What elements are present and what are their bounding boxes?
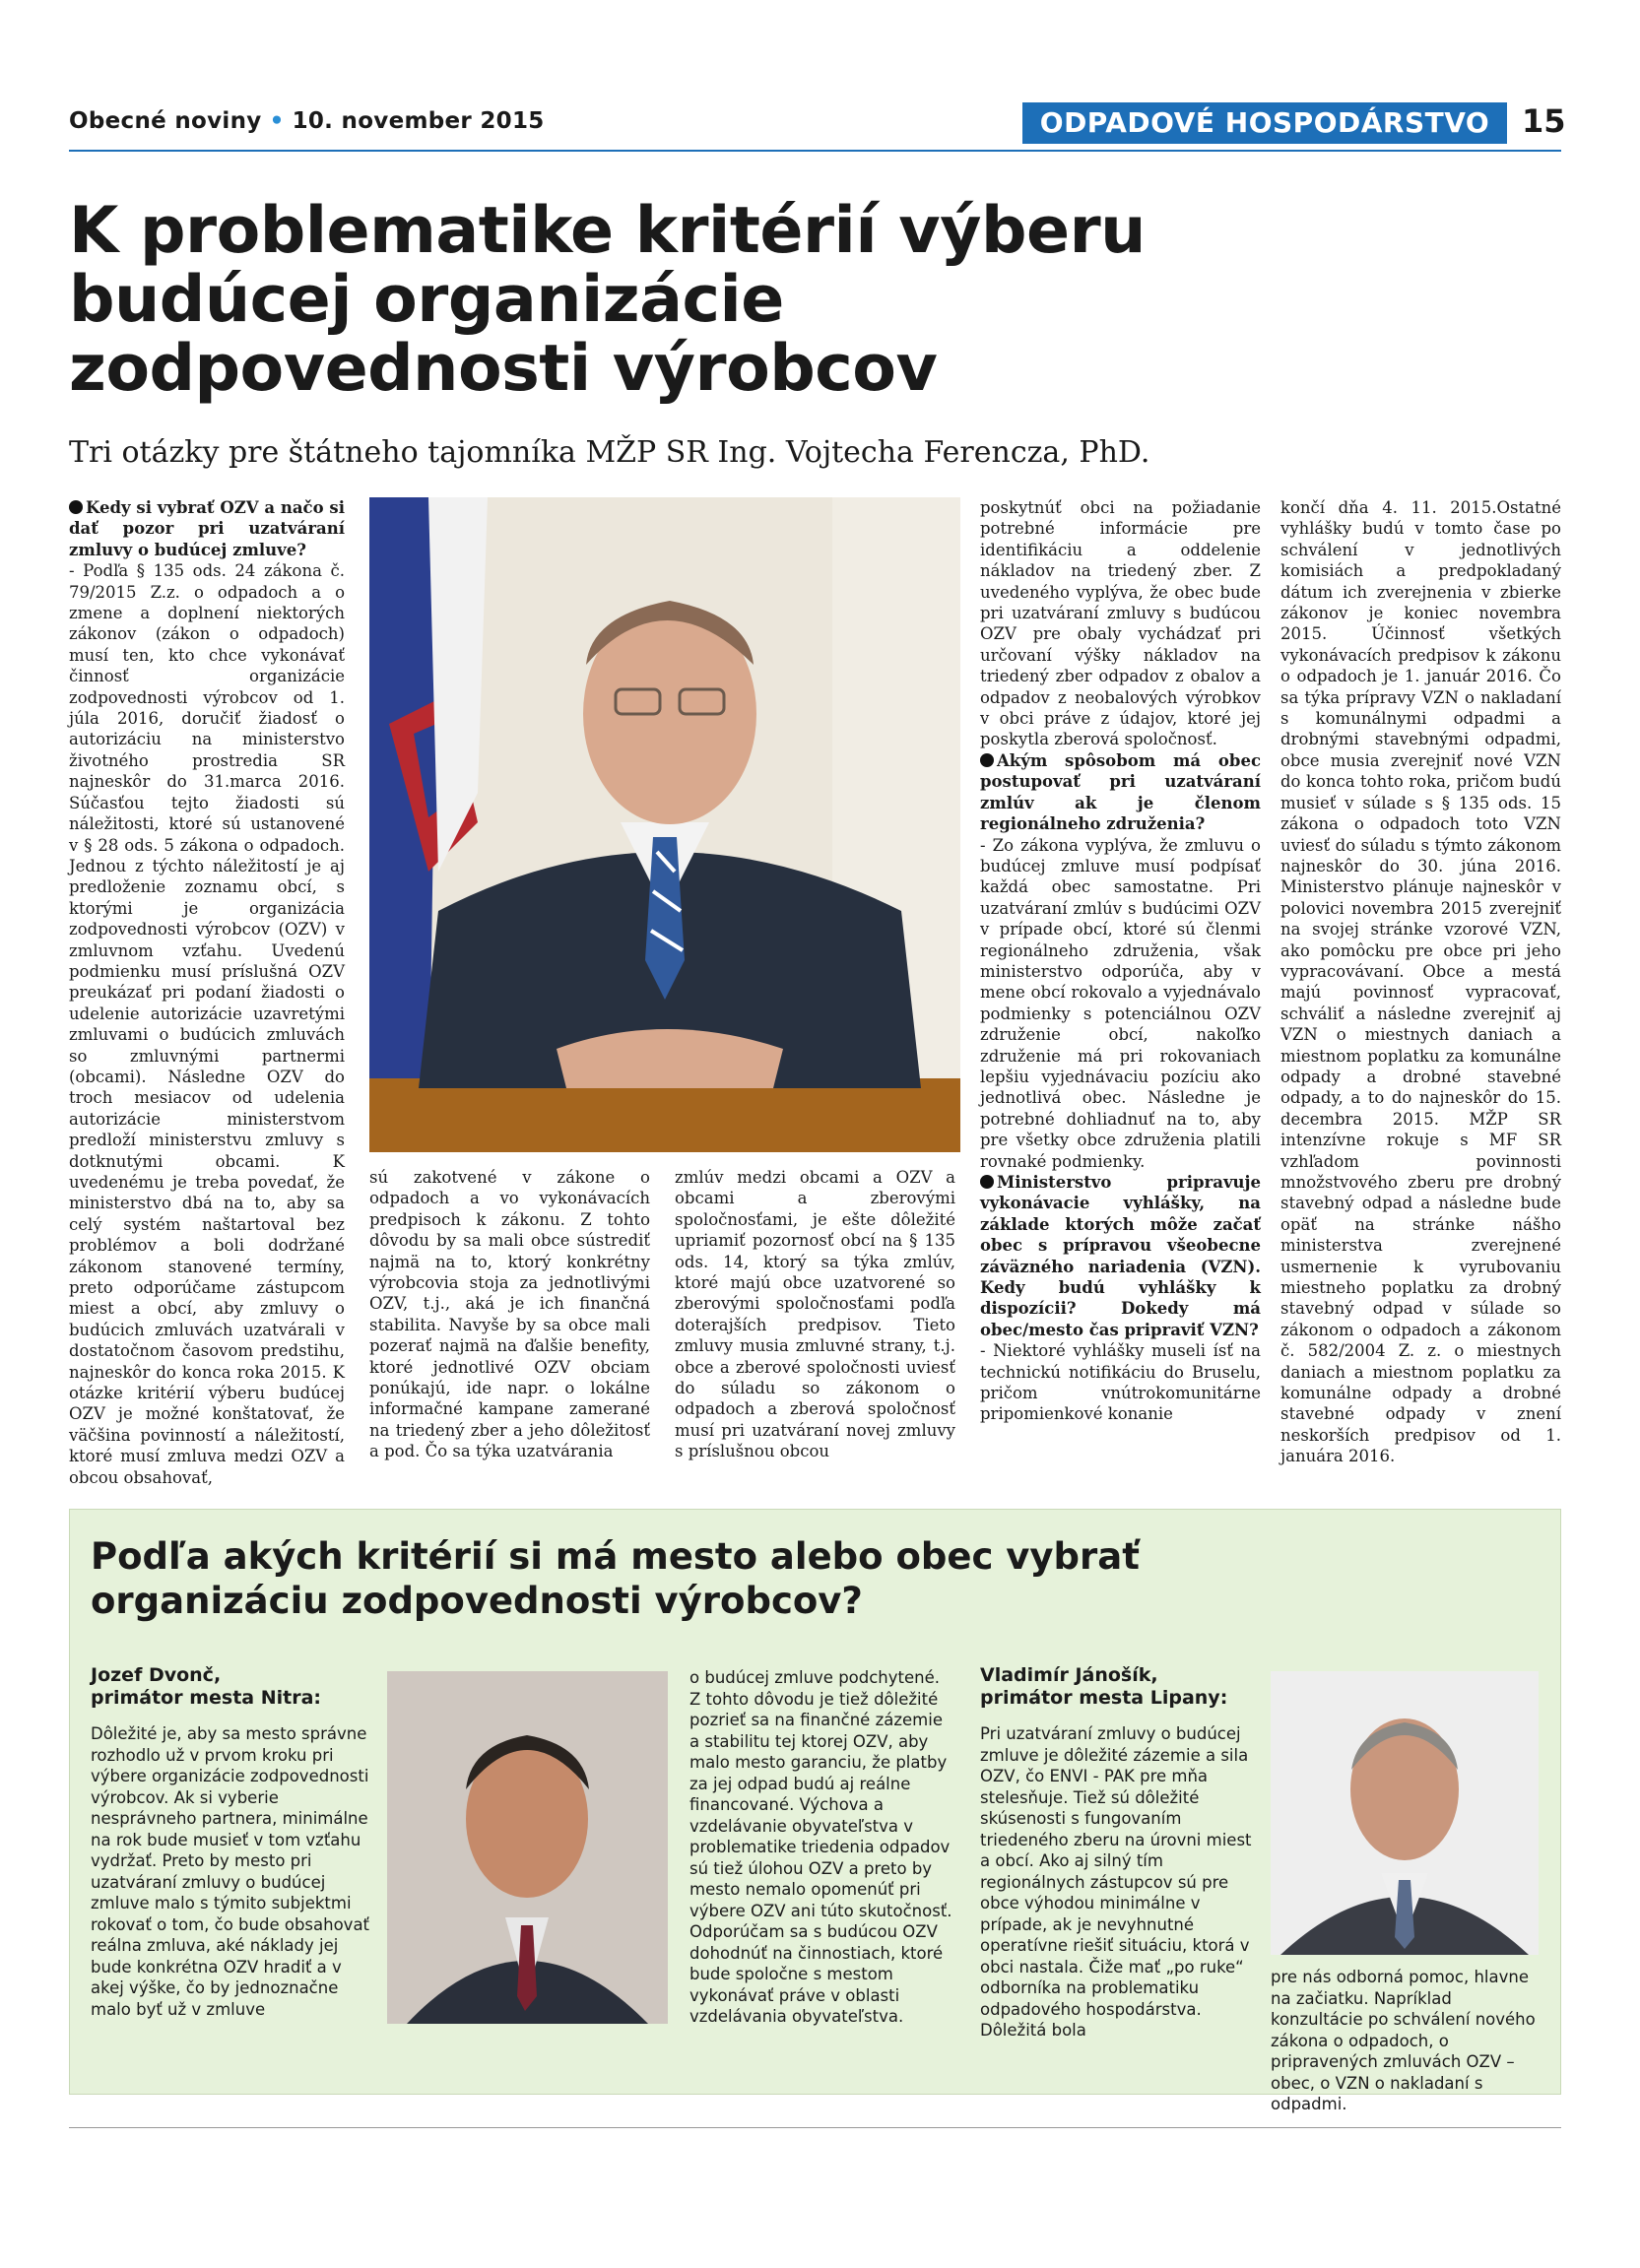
interviewee-1-name: Jozef Dvonč, <box>91 1664 222 1686</box>
question-bullet-icon <box>980 1175 994 1189</box>
question-bullet-icon <box>69 500 83 514</box>
answer-1-continued: sú zakotvené v zákone o odpadoch a vo vykonávacích predpisoch k zákonu. Z tohto dôvodu by sa mali obce sústrediť najmä na to, ktorý konkrétny výrobcovia stoja za jednotlivými OZV, t.j., aká je ich finančná stabilita. Navyše by sa obce mali pozerať najmä na ďalšie benefity, ktoré jednotlivé OZV obciam ponúkajú, ide napr. o lokálne informačné kampane zamerané na triedený zber a jeho dôležitosť a pod. Čo sa týka uzatvárania <box>369 1168 650 1461</box>
section-label: ODPADOVÉ HOSPODÁRSTVO <box>1022 102 1507 144</box>
interviewee-2-role: primátor mesta Lipany: <box>980 1687 1228 1709</box>
interviewee-2 <box>980 1664 1256 2041</box>
interviewee-1 <box>91 1664 376 2020</box>
article-headline: K problematike kritérií výberu budúcej organizácie zodpovednosti výrobcov <box>69 194 1146 406</box>
portrait-photo-dvonc <box>387 1671 668 2024</box>
article-column-3 <box>980 497 1261 1425</box>
question-3: Ministerstvo pripravuje vykonávacie vyhlášky, na základe ktorých môže začať obec s prípravou všeobecne záväzného nariadenia (VZN). Kedy budú vyhlášky k dispozícii? Dokedy má obec/mesto čas pripraviť VZN? <box>980 1173 1261 1339</box>
interviewee-2-name: Vladimír Jánošík, <box>980 1664 1158 1686</box>
issue-date: 10. november 2015 <box>292 108 545 134</box>
interviewee-1-role: primátor mesta Nitra: <box>91 1687 322 1709</box>
sidebar-title: Podľa akých kritérií si má mesto alebo obec vybrať organizáciu zodpovednosti výrobcov? <box>91 1535 1140 1622</box>
interviewee-1-answer-continued: o budúcej zmluve podchytené. Z tohto dôvodu je tiež dôležité pozrieť sa na finančné zázemie a stabilitu tej ktorej OZV, aby malo mesto garanciu, že platby za jej odpad budú aj reálne financované. Výchova a vzdelávanie obyvateľstva v problematike triedenia odpadov sú tiež úlohou OZV a preto by mesto nemalo opomenúť pri výbere OZV ani túto skutočnosť. Odporúčam sa s budúcou OZV dohodnúť na činnostiach, ktoré bude spoločne s mestom vykonávať práve v oblasti vzdelávania obyvateľstva. <box>689 1668 952 2026</box>
separator-dot: • <box>269 108 285 134</box>
publication-name: Obecné noviny <box>69 108 262 134</box>
interviewee-2-answer-continued: pre nás odborná pomoc, hlavne na začiatku. Napríklad konzultácie po schválení nového zákona o odpadoch, o pripravených zmluvách OZV – obec, o VZN o nakladaní s odpadmi. <box>1271 1968 1536 2113</box>
answer-1-continued-2: zmlúv medzi obcami a OZV a obcami a zberovými spoločnosťami, je ešte dôležité upriamiť pozornosť obcí na § 135 ods. 14, ktorý sa týka zmlúv, ktoré majú obce uzatvorené so zberovými spoločnosťami podľa doterajších predpisov. Tieto zmluvy musia zmluvné strany, t.j. obce a zberové spoločnosti uviesť do súladu so zákonom o odpadoch a zberová spoločnosť musí pri uzatváraní novej zmluvy s príslušnou obcou <box>675 1168 955 1461</box>
masthead <box>69 108 545 134</box>
article-column-3-lower <box>675 1167 955 1462</box>
page-number: 15 <box>1522 102 1566 140</box>
answer-1-text: - Podľa § 135 ods. 24 zákona č. 79/2015 Z.z. o odpadoch a o zmene a doplnení niektorých zákonov (zákon o odpadoch) musí ten, kto chce vykonávať činnosť organizácie zodpovednosti výrobcov od 1. júla 2016, doručiť žiadosť o autorizáciu na ministerstvo životného prostredia SR najneskôr do 31.marca 2016. Súčasťou tejto žiadosti sú náležitosti, ktoré sú ustanovené v § 28 ods. 5 zákona o odpadoch. Jednou z týchto náležitostí je aj predloženie zoznamu obcí, s ktorými je organizácia zodpovednosti výrobcov (OZV) v zmluvnom vzťahu. Uvedenú podmienku musí príslušná OZV preukázať pri podaní žiadosti o udelenie autorizácie uzavretými zmluvami o budúcich zmluvách so zmluvnými partnermi (obcami). Následne OZV do troch mesiacov od udelenia autorizácie ministerstvom predloží ministerstvu zmluvy s dotknutými obcami. K uvedenému je treba povedať, že ministerstvo dbá na to, aby sa celý systém naštartoval bez problémov a boli dodržané zákonom stanovené termíny, preto odporúčame zástupcom miest a obcí, aby zmluvy o budúcich zmluvách uzatvárali v dostatočnom časovom predstihu, najneskôr do konca roka 2015. K otázke kritérií výberu budúcej OZV je možné konštatovať, že väčšina povinností a náležitostí, ktoré musí zmluva medzi OZV a obcou obsahovať, <box>69 561 345 1487</box>
portrait-photo-janosik <box>1271 1671 1539 1955</box>
answer-3-continued: končí dňa 4. 11. 2015.Ostatné vyhlášky budú v tomto čase po schválení v jednotlivých komisiách a predpokladaný dátum ich zverejnenia v zbierke zákonov je koniec novembra 2015. Účinnosť všetkých vykonávacích predpisov k zákonu o odpadoch je 1. január 2016. Čo sa týka prípravy VZN o nakladaní s komunálnymi odpadmi a drobnými stavebnými odpadmi, obce musia zverejniť nové VZN do konca tohto roka, pričom budú musieť v súlade s § 135 ods. 15 zákona o odpadoch toto VZN uviesť do súladu s týmto zákonom najneskôr do 30. júna 2016. Ministerstvo plánuje najneskôr v polovici novembra 2015 zverejniť na svojej stránke vzorové VZN, ako pomôcku pre obce pri jeho vypracovávaní. Obce a mestá majú povinnosť vypracovať, schváliť a následne zverejniť aj VZN o miestnych daniach a miestnom poplatku za komunálne odpady a drobné stavebné odpady, a to do najneskôr do 15. decembra 2015. MŽP SR intenzívne rokuje s MF SR vzhľadom povinnosti množstvového zberu pre drobný stavebný odpad a následne bude opäť na stránke nášho ministerstva zverejnené usmernenie k vyrubovaniu miestneho poplatku za drobný stavebný odpad v súlade so zákonom o odpadoch a zákonom č. 582/2004 Z. z. o miestnych daniach a miestnom poplatku za komunálne odpady a drobné stavebné odpady v znení neskorších predpisov od 1. januára 2016. <box>1280 498 1561 1466</box>
article-subheadline: Tri otázky pre štátneho tajomníka MŽP SR Ing. Vojtecha Ferencza, PhD. <box>69 435 1150 470</box>
article-column-2 <box>369 1167 650 1462</box>
question-1: Kedy si vybrať OZV a načo si dať pozor pri uzatváraní zmluvy o budúcej zmluve? <box>69 498 345 559</box>
footer-rule <box>69 2127 1561 2128</box>
interviewee-1-answer: Dôležité je, aby sa mesto správne rozhodlo už v prvom kroku pri výbere organizácie zodpovednosti výrobcov. Ak si vyberie nesprávneho partnera, minimálne na rok bude musieť v tom vzťahu vydržať. Preto by mesto pri uzatváraní zmluvy o budúcej zmluve malo s týmito subjektmi rokovať o tom, čo bude obsahovať reálna zmluva, aké náklady jej bude konkrétna OZV hradiť a v akej výške, čo by jednoznačne malo byť už v zmluve <box>91 1724 370 2019</box>
answer-3-text: - Niektoré vyhlášky museli ísť na technickú notifikáciu do Bruselu, pričom vnútrokomunitárne pripomienkové konanie <box>980 1341 1261 1424</box>
interviewee-2-answer: Pri uzatváraní zmluvy o budúcej zmluve je dôležité zázemie a sila OZV, čo ENVI - PAK pre mňa stelesňuje. Tiež sú dôležité skúsenosti s fungovaním triedeného zberu na úrovni miest a obcí. Ako aj silný tím regionálnych zástupcov sú pre obce výhodou minimálne v prípade, ak je nevyhnutné operatívne riešiť situáciu, ktorá v obci nastala. Čiže mať „po ruke“ odborníka na problematiku odpadového hospodárstva. Dôležitá bola <box>980 1724 1252 2040</box>
answer-2-text: - Zo zákona vyplýva, že zmluvu o budúcej zmluve musí podpísať každá obec samostatne. Pri uzatváraní zmlúv s budúcimi OZV v prípade obcí, ktoré sú členmi regionálneho združenia, však ministerstvo odporúča, aby v mene obcí rokovalo a vyjednávalo podmienky s potenciálnou OZV združenie obcí, nakoľko združenie má pri rokovaniach lepšiu vyjednávaciu pozíciu ako jednotlivá obec. Následne je potrebné dohliadnuť na to, aby pre všetky obce združenia platili rovnaké podmienky. <box>980 835 1261 1171</box>
question-bullet-icon <box>980 753 994 767</box>
article-column-4 <box>1280 497 1561 1467</box>
article-column-1 <box>69 497 345 1488</box>
portrait-photo-ferencz <box>369 497 960 1152</box>
header-rule <box>69 150 1561 152</box>
question-2: Akým spôsobom má obec postupovať pri uzatváraní zmlúv ak je členom regionálneho združenia? <box>980 750 1261 834</box>
answer-1-end: poskytnúť obci na požiadanie potrebné informácie pre identifikáciu a oddelenie nákladov na triedený zber. Z uvedeného vyplýva, že obec bude pri uzatváraní zmluvy s budúcou OZV pre obaly vychádzať pri určovaní výšky nákladov na triedený zber odpadov z obalov a odpadov z neobalových výrobkov v obci práve z údajov, ktoré jej poskytla zberová spoločnosť. <box>980 498 1261 749</box>
